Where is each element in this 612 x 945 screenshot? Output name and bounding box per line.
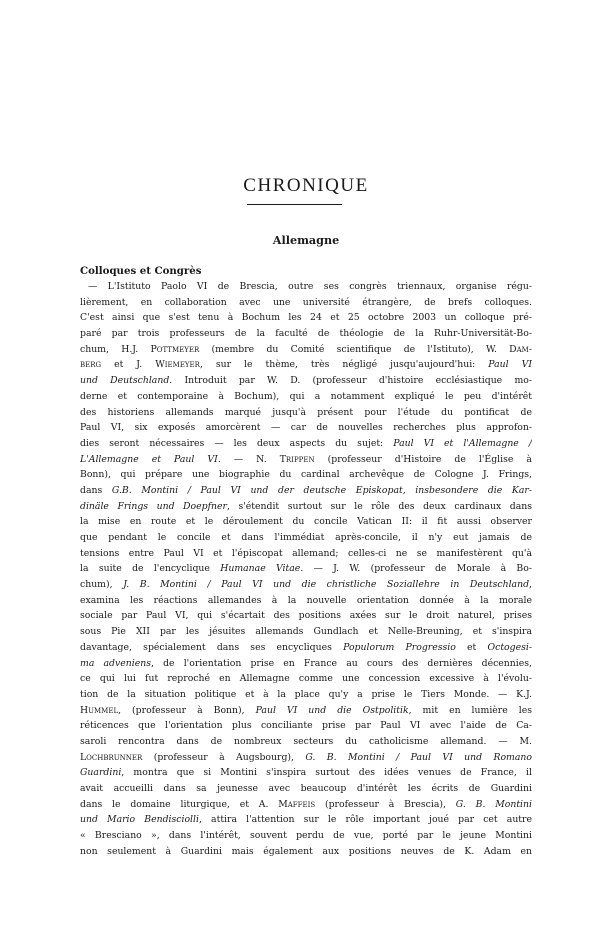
text-segment: , mit en lumière les [408,704,532,716]
text-segment: et J. [101,359,156,371]
text-segment: « Bresciano », dans l'intérêt, souvent perdu de vue, porté par le jeune Montini [80,830,532,842]
text-segment: tensions entre Paul VI et l'épiscopat allemand; celles-ci ne se manifestèrent qu'à [80,547,532,559]
text-line [80,436,532,452]
text-segment: Guardini [80,767,122,779]
text-segment: und Deutschland [80,375,170,387]
text-segment: chum, H.J. [80,343,151,355]
text-segment: chum), [80,579,124,591]
text-segment: non seulement à Guardini mais également aux positions neuves de K. Adam en [80,845,532,857]
text-line [80,389,532,405]
text-segment: Paul VI et l'Allemagne / [393,437,532,449]
text-segment: , attira l'attention sur le rôle important joué par cet autre [198,814,532,826]
text-segment: que pendant le concile et dans l'immédiat après-concile, il n'y eut jamais de [80,532,532,543]
subsection-title: Colloques et Congrès [80,265,202,277]
text-segment: sociale par Paul VI, qui s'écartait des positions axées sur le droit naturel, prises [80,610,532,622]
text-line [80,342,532,358]
text-segment: Paul VI [488,359,532,371]
text-line [80,530,532,546]
page-title: CHRONIQUE [243,175,369,196]
text-segment: (membre du Comité scientifique de l'Istituto), W. [199,343,510,355]
text-line [80,577,532,593]
text-segment: G. B. Montini / Paul VI und Romano [305,751,532,763]
title-rule [247,204,342,205]
text-segment: , montra que si Montini s'inspira surtout des idées venues de France, il [121,767,532,779]
text-segment: — L'Istituto Paolo VI de Brescia, outre ses congrès triennaux, organise régu- [88,281,532,292]
text-segment: Octogesi- [487,641,532,653]
text-segment: Trippen [279,453,315,465]
text-segment: dans [80,484,112,496]
text-segment: und Mario Bendisciolli [80,814,199,826]
text-segment: la suite de l'encyclique [80,563,221,575]
text-segment: Wiemeyer [155,359,200,371]
text-segment: . Introduit par W. D. (professeur d'histoire ecclésiastique mo- [169,375,532,387]
text-line [80,593,532,609]
text-line [80,295,532,311]
text-line [80,797,532,813]
text-line [80,326,532,342]
text-segment: tion de la situation politique et à la place qu'y a prise le Tiers Monde. — K.J. [80,688,532,700]
text-segment: et [455,641,488,653]
text-line [80,467,532,483]
text-segment: Maffeis [278,798,316,810]
text-segment: Lochbrunner [80,751,143,763]
text-line [80,640,532,656]
text-segment: , [529,579,532,591]
text-line [80,703,532,719]
text-segment: J. B. Montini / Paul VI und die christliche Soziallehre in Deutschland [123,579,530,591]
text-segment: ma adveniens [80,657,151,669]
body-paragraph [80,279,532,859]
text-line [80,734,532,750]
text-line [80,844,532,860]
text-line [80,514,532,530]
text-segment: ce qui lui fut reproché en Allemagne comme une concession excessive à l'évolu- [80,673,532,685]
text-segment: réticences que l'orientation plus conciliante prise par Paul VI avec l'aide de Ca- [80,720,532,732]
text-line [80,750,532,766]
text-segment: (professeur à Brescia), [315,798,456,810]
text-segment: dans le domaine liturgique, et A. [80,798,279,810]
text-segment: (professeur à Augsbourg), [142,751,306,763]
text-line [80,279,532,295]
text-segment: Populorum Progressio [343,641,456,653]
text-segment: G. B. Montini [455,798,532,810]
text-line [80,357,532,373]
text-segment: Dam- [509,343,532,355]
text-segment: Bonn), qui prépare une biographie du cardinal archevêque de Cologne J. Frings, [80,469,532,481]
text-segment: , s'étendit surtout sur le rôle des deux cardinaux dans [226,500,532,512]
text-line [80,452,532,468]
text-line [80,671,532,687]
text-segment: sous Pie XII par les jésuites allemands Gundlach et Nelle-Breuning, et s'inspira [80,626,532,638]
text-line [80,828,532,844]
text-segment: berg [80,359,102,371]
text-segment: Humanae Vitae [220,563,301,575]
text-segment: Pottmeyer [150,343,200,355]
text-line [80,561,532,577]
text-segment: la mise en route et le déroulement du concile Vatican II: il fit aussi observer [80,516,532,528]
text-line [80,310,532,326]
text-segment: L'Allemagne et Paul VI [80,453,218,465]
text-line [80,812,532,828]
text-segment: , de l'orientation prise en France au cours des dernières décennies, [150,657,532,669]
text-segment: davantage, spécialement dans ses encycliques [80,641,344,653]
text-segment: Hummel [80,704,119,716]
text-segment: . — J. W. (professeur de Morale à Bo- [300,563,532,575]
text-line [80,718,532,734]
text-line [80,499,532,515]
text-segment: C'est ainsi que s'est tenu à Bochum les 24 et 25 octobre 2003 un colloque pré- [80,312,532,324]
text-line [80,656,532,672]
text-segment: des historiens allemands marqué jusqu'à présent pour l'étude du pontificat de [80,406,532,418]
text-segment: dinäle Frings und Doepfner [80,500,227,512]
text-segment: Paul VI, six exposés amorcèrent — car de nouvelles recherches plus approfon- [80,422,532,434]
text-segment: paré par trois professeurs de la faculté de théologie de la Ruhr-Universität-Bo- [80,328,532,340]
text-line [80,420,532,436]
text-line [80,624,532,640]
text-segment: avait accueilli dans sa jeunesse avec beaucoup d'intérêt les écrits de Guardini [80,783,532,794]
text-segment: , sur le thème, très négligé jusqu'aujourd'hui: [199,359,489,371]
text-line [80,546,532,562]
text-segment: examina les réactions allemandes à la nouvelle orientation donnée à la morale [80,594,532,606]
text-line [80,405,532,421]
text-line [80,373,532,389]
text-segment: derne et contemporaine à Bochum), qui a notamment expliqué le peu d'intérêt [80,390,532,402]
text-line [80,687,532,703]
text-line [80,608,532,624]
text-segment: lièrement, en collaboration avec une université étrangère, de brefs colloques. [80,296,532,308]
text-segment: . — N. [217,453,280,465]
text-line [80,765,532,781]
text-segment: (professeur d'Histoire de l'Église à [314,453,532,465]
text-line [80,781,532,797]
text-segment: saroli rencontra dans de nombreux secteurs du catholicisme allemand. — M. [80,735,532,747]
text-segment: Paul VI und die Ostpolitik [255,704,409,716]
text-segment: , (professeur à Bonn), [118,704,256,716]
text-segment: dies seront nécessaires — les deux aspects du sujet: [80,437,394,449]
text-line [80,483,532,499]
section-title: Allemagne [272,233,340,247]
text-segment: G.B. Montini / Paul VI und der deutsche Episkopat, insbesondere die Kar- [111,484,532,496]
